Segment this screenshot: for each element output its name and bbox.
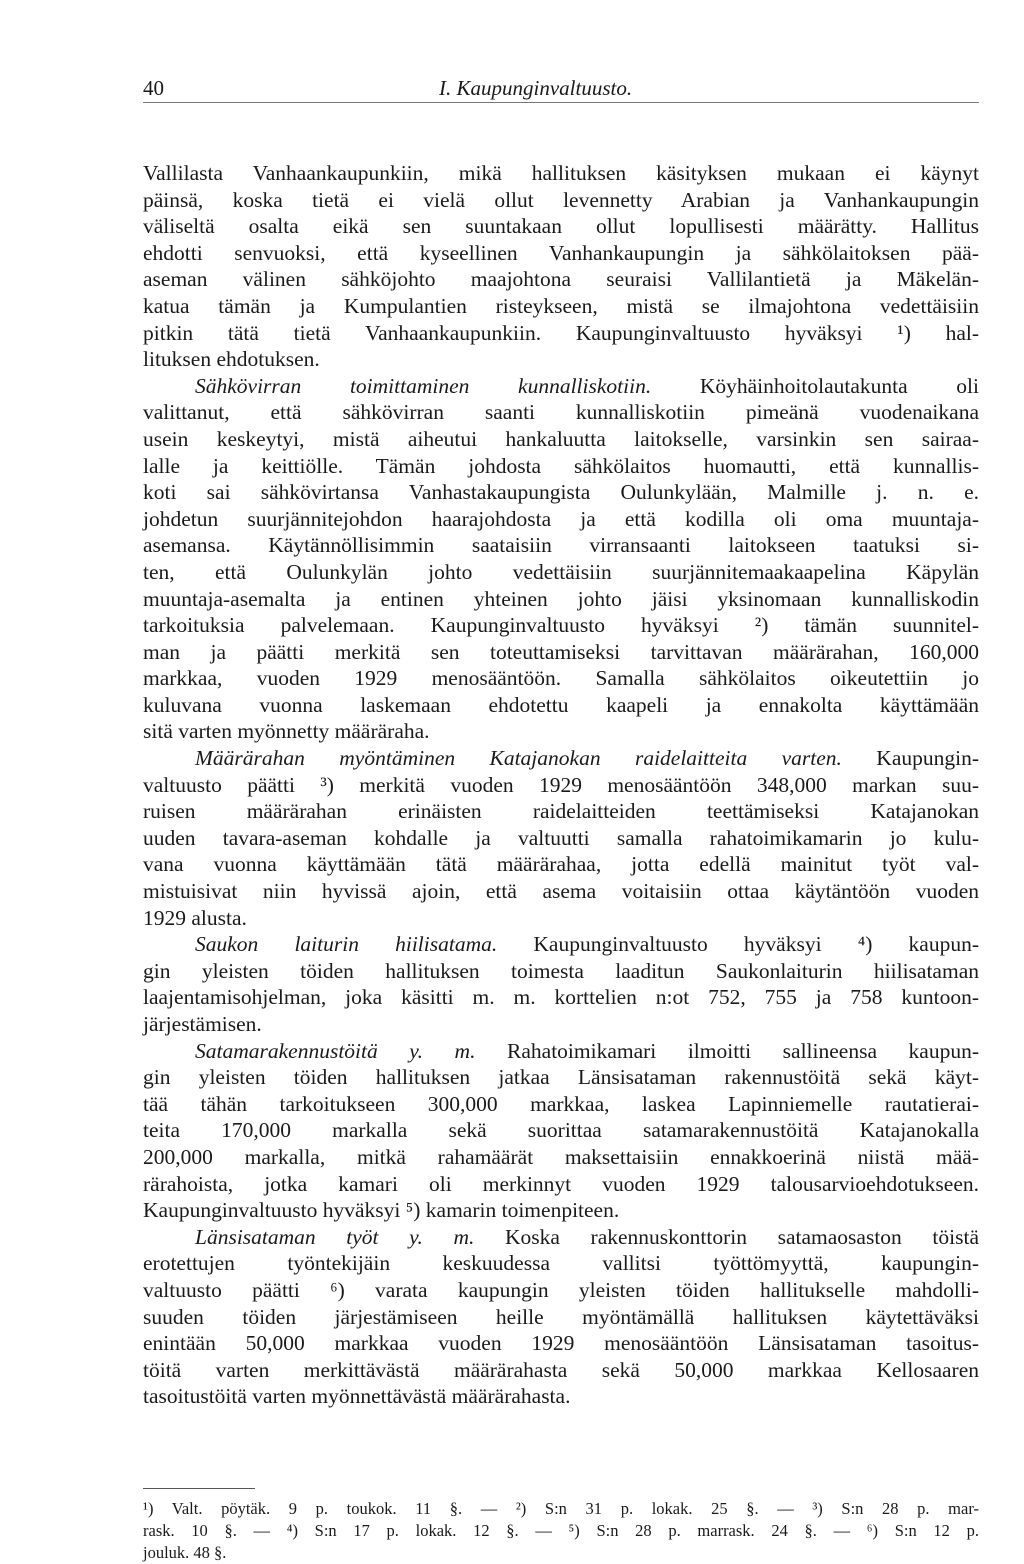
line-text: Kaupunginvaltuusto hyväksyi ⁴) kaupun- bbox=[497, 932, 979, 957]
line-text: valittanut, että sähkövirran saanti kunnalliskotiin pimeänä vuodenaikana bbox=[143, 400, 979, 425]
text-line bbox=[143, 266, 979, 293]
line-text: Kaupunginvaltuusto hyväksyi ⁵) kamarin toimenpiteen. bbox=[143, 1198, 620, 1223]
page-number: 40 bbox=[143, 76, 164, 100]
text-line bbox=[143, 187, 979, 214]
body-text bbox=[143, 160, 979, 1410]
text-line bbox=[143, 240, 979, 267]
line-text: laajentamisohjelman, joka käsitti m. m. korttelien n:ot 752, 755 ja 758 kuntoon- bbox=[143, 985, 979, 1010]
text-line bbox=[143, 586, 979, 613]
text-line bbox=[143, 293, 979, 320]
line-text: enintään 50,000 markkaa vuoden 1929 menosääntöön Länsisataman tasoitus- bbox=[143, 1331, 979, 1356]
line-text: suuden töiden järjestämiseen heille myöntämällä hallituksen käytettäväksi bbox=[143, 1304, 979, 1329]
text-line bbox=[143, 532, 979, 559]
line-text: ten, että Oulunkylän johto vedettäisiin suurjännitemaakaapelina Käpylän bbox=[143, 559, 979, 584]
line-text: lalle ja keittiölle. Tämän johdosta sähkölaitos huomautti, että kunnallis- bbox=[143, 453, 979, 478]
line-text: 1929 alusta. bbox=[143, 905, 247, 930]
line-text: koti sai sähkövirtansa Vanhastakaupungista Oulunkylään, Malmille j. n. e. bbox=[143, 480, 979, 505]
line-text: gin yleisten töiden hallituksen toimesta laaditun Saukonlaiturin hiilisataman bbox=[143, 958, 979, 983]
text-line bbox=[143, 692, 979, 719]
line-text: usein keskeytyi, mistä aiheutui hankaluutta laitokselle, varsinkin sen sairaa- bbox=[143, 426, 979, 451]
text-line bbox=[143, 1330, 979, 1357]
line-text: uuden tavara-aseman kohdalle ja valtuutti samalla rahatoimikamarin jo kulu- bbox=[143, 825, 979, 850]
text-line bbox=[143, 1383, 979, 1410]
text-line bbox=[143, 1038, 979, 1065]
line-text: johdetun suurjännitejohdon haarajohdosta ja että kodilla oli oma muuntaja- bbox=[143, 506, 979, 531]
line-text: ehdotti senvuoksi, että kyseellinen Vanhankaupungin ja sähkölaitoksen pää- bbox=[143, 240, 979, 265]
text-line bbox=[143, 479, 979, 506]
text-line bbox=[143, 958, 979, 985]
line-text: man ja päätti merkitä sen toteuttamiseksi tarvittavan määrärahan, 160,000 bbox=[143, 639, 979, 664]
line-text: tarkoituksia palvelemaan. Kaupunginvaltuusto hyväksyi ²) tämän suunnitel- bbox=[143, 613, 979, 638]
line-text: kuluvana vuonna laskemaan ehdotettu kaapeli ja ennakolta käyttämään bbox=[143, 692, 979, 717]
line-text: päinsä, koska tietä ei vielä ollut levennetty Arabian ja Vanhankaupungin bbox=[143, 187, 979, 212]
section-rubric: Satamarakennustöitä y. m. bbox=[195, 1038, 476, 1063]
section-rubric: Sähkövirran toimittaminen kunnalliskotiin. bbox=[195, 373, 652, 398]
line-text: Rahatoimikamari ilmoitti sallineensa kaupun- bbox=[475, 1038, 979, 1063]
section-rubric: Länsisataman työt y. m. bbox=[195, 1224, 475, 1249]
line-text: aseman välinen sähköjohto maajohtona seuraisi Vallilantietä ja Mäkelän- bbox=[143, 267, 979, 292]
line-text: vana vuonna käyttämään tätä määrärahaa, jotta edellä mainitut työt val- bbox=[143, 852, 979, 877]
footnotes bbox=[143, 1498, 979, 1564]
text-line bbox=[143, 905, 979, 932]
text-line bbox=[143, 745, 979, 772]
line-text: katua tämän ja Kumpulantien risteykseen, mistä se ilmajohtona vedettäisiin bbox=[143, 293, 979, 318]
line-text: väliseltä osalta eikä sen suuntakaan ollut lopullisesti määrätty. Hallitus bbox=[143, 214, 979, 239]
line-text: Kaupungin- bbox=[841, 746, 979, 771]
text-line bbox=[143, 213, 979, 240]
text-line bbox=[143, 1117, 979, 1144]
text-line bbox=[143, 665, 979, 692]
line-text: sitä varten myönnetty määräraha. bbox=[143, 719, 430, 744]
text-line bbox=[143, 346, 979, 373]
footnote-line: jouluk. 48 §. bbox=[143, 1543, 227, 1562]
line-text: lituksen ehdotuksen. bbox=[143, 347, 320, 372]
line-text: tää tähän tarkoitukseen 300,000 markkaa, laskea Lapinniemelle rautatierai- bbox=[143, 1091, 979, 1116]
text-line bbox=[143, 426, 979, 453]
line-text: rärahoista, jotka kamari oli merkinnyt vuoden 1929 talousarvioehdotukseen. bbox=[143, 1171, 979, 1196]
text-line bbox=[143, 453, 979, 480]
section-rubric: Määrärahan myöntäminen Katajanokan raidelaitteita varten. bbox=[195, 746, 842, 771]
line-text: 200,000 markalla, mitkä rahamäärät maksettaisiin ennakkoerinä niistä mää- bbox=[143, 1144, 979, 1169]
line-text: asemansa. Käytännöllisimmin saataisiin virransaanti laitokseen taatuksi si- bbox=[143, 533, 979, 558]
text-line bbox=[143, 984, 979, 1011]
text-line bbox=[143, 373, 979, 400]
line-text: valtuusto päätti ⁶) varata kaupungin yleisten töiden hallitukselle mahdolli- bbox=[143, 1277, 979, 1302]
line-text: töitä varten merkittävästä määrärahasta sekä 50,000 markkaa Kellosaaren bbox=[143, 1357, 979, 1382]
line-text: pitkin tätä tietä Vanhaankaupunkiin. Kaupunginvaltuusto hyväksyi ¹) hal- bbox=[143, 320, 979, 345]
header-rule bbox=[143, 102, 979, 103]
line-text: gin yleisten töiden hallituksen jatkaa Länsisataman rakennustöitä sekä käyt- bbox=[143, 1065, 979, 1090]
text-line bbox=[143, 1011, 979, 1038]
text-line bbox=[143, 851, 979, 878]
text-line bbox=[143, 399, 979, 426]
line-text: järjestämisen. bbox=[143, 1012, 262, 1036]
text-line bbox=[143, 1197, 979, 1224]
text-line bbox=[143, 506, 979, 533]
text-line bbox=[143, 1171, 979, 1198]
text-line bbox=[143, 772, 979, 799]
text-line bbox=[143, 1144, 979, 1171]
text-line bbox=[143, 718, 979, 745]
text-line bbox=[143, 1357, 979, 1384]
text-line bbox=[143, 931, 979, 958]
line-text: teita 170,000 markalla sekä suorittaa satamarakennustöitä Katajanokalla bbox=[143, 1118, 979, 1143]
footnote-line: rask. 10 §. — ⁴) S:n 17 p. lokak. 12 §. — ⁵) S:n 28 p. marrask. 24 §. — ⁶) S:n 12 p. bbox=[143, 1521, 979, 1540]
line-text: muuntaja-asemalta ja entinen yhteinen johto jäisi yksinomaan kunnalliskodin bbox=[143, 586, 979, 611]
line-text: Vallilasta Vanhaankaupunkiin, mikä hallituksen käsityksen mukaan ei käynyt bbox=[143, 161, 979, 185]
text-line bbox=[143, 878, 979, 905]
text-line bbox=[143, 639, 979, 666]
text-line bbox=[143, 1224, 979, 1251]
line-text: erotettujen työntekijäin keskuudessa vallitsi työttömyyttä, kaupungin- bbox=[143, 1251, 979, 1276]
line-text: tasoitustöitä varten myönnettävästä määrärahasta. bbox=[143, 1384, 571, 1409]
line-text: markkaa, vuoden 1929 menosääntöön. Samalla sähkölaitos oikeutettiin jo bbox=[143, 666, 979, 691]
page-header bbox=[143, 76, 979, 102]
footnote-rule bbox=[143, 1488, 255, 1489]
text-line bbox=[143, 1304, 979, 1331]
text-line bbox=[143, 160, 979, 187]
line-text: mistuisivat niin hyvissä ajoin, että asema voitaisiin ottaa käytäntöön vuoden bbox=[143, 879, 979, 904]
text-line bbox=[143, 1091, 979, 1118]
section-rubric: Saukon laiturin hiilisatama. bbox=[195, 932, 498, 957]
running-title: I. Kaupunginvaltuusto. bbox=[439, 76, 633, 100]
line-text: Koska rakennuskonttorin satamaosaston töistä bbox=[474, 1224, 979, 1249]
text-line bbox=[143, 1064, 979, 1091]
line-text: valtuusto päätti ³) merkitä vuoden 1929 menosääntöön 348,000 markan suu- bbox=[143, 772, 979, 797]
footnote-line: ¹) Valt. pöytäk. 9 p. toukok. 11 §. — ²) S:n 31 p. lokak. 25 §. — ³) S:n 28 p. mar- bbox=[143, 1499, 979, 1518]
text-line bbox=[143, 612, 979, 639]
text-line bbox=[143, 320, 979, 347]
text-line bbox=[143, 798, 979, 825]
text-line bbox=[143, 1250, 979, 1277]
text-line bbox=[143, 825, 979, 852]
text-line bbox=[143, 1277, 979, 1304]
text-line bbox=[143, 559, 979, 586]
line-text: Köyhäinhoitolautakunta oli bbox=[651, 373, 979, 398]
line-text: ruisen määrärahan erinäisten raidelaitteiden teettämiseksi Katajanokan bbox=[143, 799, 979, 824]
